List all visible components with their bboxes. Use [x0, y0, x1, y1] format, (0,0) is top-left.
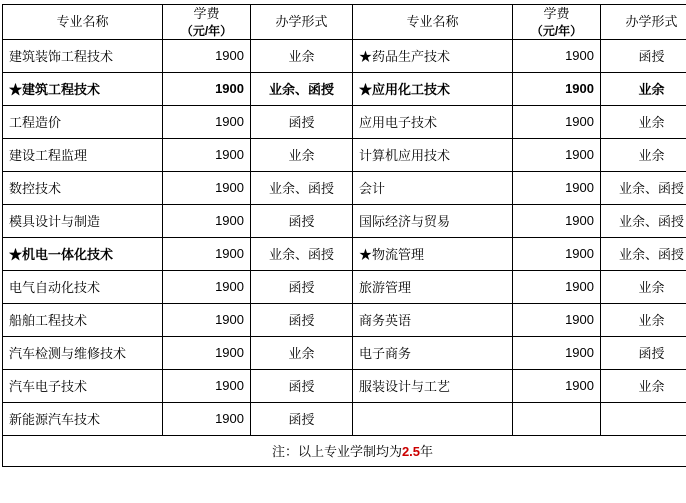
major-name-cell-empty	[353, 402, 513, 435]
study-form-cell: 业余、函授	[601, 237, 686, 270]
fee-cell: 1900	[513, 204, 601, 237]
footer-note-highlight: 2.5	[401, 444, 421, 460]
fee-cell: 1900	[513, 303, 601, 336]
header-label: 办学形式	[625, 14, 678, 30]
major-name-cell: 会计	[353, 171, 513, 204]
fee-cell: 1900	[163, 336, 251, 369]
major-name-cell: ★药品生产技术	[353, 39, 513, 72]
major-name-cell: 应用电子技术	[353, 105, 513, 138]
fee-cell: 1900	[163, 402, 251, 435]
header-cell-major-name-left	[3, 5, 163, 40]
fee-cell: 1900	[513, 336, 601, 369]
header-cell-fee-left	[163, 5, 251, 40]
header-label: 专业名称	[406, 14, 459, 30]
study-form-cell: 业余	[601, 303, 686, 336]
header-cell-study-form-left	[251, 5, 353, 40]
header-label: 专业名称	[56, 14, 109, 30]
table-row	[3, 138, 686, 171]
table-row	[3, 171, 686, 204]
table-row	[3, 270, 686, 303]
study-form-cell: 业余	[601, 369, 686, 402]
fee-cell: 1900	[513, 138, 601, 171]
fee-cell: 1900	[163, 72, 251, 105]
major-name-cell: ★机电一体化技术	[3, 237, 163, 270]
study-form-cell: 业余	[601, 270, 686, 303]
fee-cell: 1900	[513, 237, 601, 270]
header-cell-major-name-right	[353, 5, 513, 40]
footer-note	[3, 435, 686, 466]
fee-cell: 1900	[163, 369, 251, 402]
table-row	[3, 336, 686, 369]
major-name-cell: ★应用化工技术	[353, 72, 513, 105]
major-name-cell: 建设工程监理	[3, 138, 163, 171]
footer-note-suffix: 年	[420, 444, 434, 460]
major-name-cell: 电子商务	[353, 336, 513, 369]
table-row	[3, 237, 686, 270]
fee-cell: 1900	[513, 369, 601, 402]
fee-cell: 1900	[513, 270, 601, 303]
major-name-cell: 新能源汽车技术	[3, 402, 163, 435]
major-name-cell: 数控技术	[3, 171, 163, 204]
fee-cell: 1900	[163, 237, 251, 270]
header-row	[3, 5, 686, 40]
study-form-cell: 函授	[601, 39, 686, 72]
table-row	[3, 402, 686, 435]
header-cell-study-form-right	[601, 5, 686, 40]
footer-note-prefix: 注：以上专业学制均为	[271, 444, 402, 460]
footer-row	[3, 435, 686, 466]
study-form-cell: 函授	[251, 303, 353, 336]
study-form-cell: 函授	[251, 270, 353, 303]
header-sublabel: （元/年）	[180, 23, 233, 38]
table-row	[3, 72, 686, 105]
major-name-cell: 工程造价	[3, 105, 163, 138]
fee-cell: 1900	[163, 303, 251, 336]
table-row	[3, 105, 686, 138]
fee-cell: 1900	[163, 138, 251, 171]
major-name-cell: ★建筑工程技术	[3, 72, 163, 105]
header-label: 办学形式	[275, 14, 328, 30]
fee-cell: 1900	[513, 72, 601, 105]
table-row	[3, 204, 686, 237]
study-form-cell: 业余、函授	[251, 237, 353, 270]
header-sublabel: （元/年）	[530, 23, 583, 38]
study-form-cell-empty	[601, 402, 686, 435]
majors-fee-table	[2, 4, 686, 467]
table-row	[3, 39, 686, 72]
study-form-cell: 业余、函授	[601, 204, 686, 237]
major-name-cell: ★物流管理	[353, 237, 513, 270]
major-name-cell: 计算机应用技术	[353, 138, 513, 171]
study-form-cell: 业余、函授	[251, 171, 353, 204]
study-form-cell: 业余、函授	[251, 72, 353, 105]
study-form-cell: 业余	[251, 336, 353, 369]
study-form-cell: 函授	[251, 105, 353, 138]
fee-cell: 1900	[163, 270, 251, 303]
fee-cell: 1900	[163, 39, 251, 72]
table-header	[3, 5, 686, 40]
study-form-cell: 函授	[251, 204, 353, 237]
study-form-cell: 业余、函授	[601, 171, 686, 204]
fee-cell: 1900	[513, 39, 601, 72]
fee-cell: 1900	[513, 105, 601, 138]
fee-cell: 1900	[163, 171, 251, 204]
header-label: 学费	[543, 6, 570, 21]
table-body	[3, 39, 686, 435]
study-form-cell: 业余	[601, 138, 686, 171]
major-name-cell: 汽车电子技术	[3, 369, 163, 402]
major-name-cell: 建筑装饰工程技术	[3, 39, 163, 72]
major-name-cell: 模具设计与制造	[3, 204, 163, 237]
major-name-cell: 服装设计与工艺	[353, 369, 513, 402]
fee-cell: 1900	[163, 105, 251, 138]
major-name-cell: 商务英语	[353, 303, 513, 336]
major-name-cell: 船舶工程技术	[3, 303, 163, 336]
fee-cell: 1900	[163, 204, 251, 237]
study-form-cell: 业余	[601, 105, 686, 138]
study-form-cell: 业余	[251, 39, 353, 72]
major-name-cell: 国际经济与贸易	[353, 204, 513, 237]
table-footer	[3, 435, 686, 466]
header-cell-fee-right	[513, 5, 601, 40]
fee-cell: 1900	[513, 171, 601, 204]
study-form-cell: 业余	[601, 72, 686, 105]
major-name-cell: 汽车检测与维修技术	[3, 336, 163, 369]
study-form-cell: 业余	[251, 138, 353, 171]
table-row	[3, 369, 686, 402]
major-name-cell: 电气自动化技术	[3, 270, 163, 303]
major-name-cell: 旅游管理	[353, 270, 513, 303]
study-form-cell: 函授	[601, 336, 686, 369]
header-label: 学费	[193, 6, 220, 21]
study-form-cell: 函授	[251, 402, 353, 435]
table-row	[3, 303, 686, 336]
study-form-cell: 函授	[251, 369, 353, 402]
fee-cell-empty	[513, 402, 601, 435]
